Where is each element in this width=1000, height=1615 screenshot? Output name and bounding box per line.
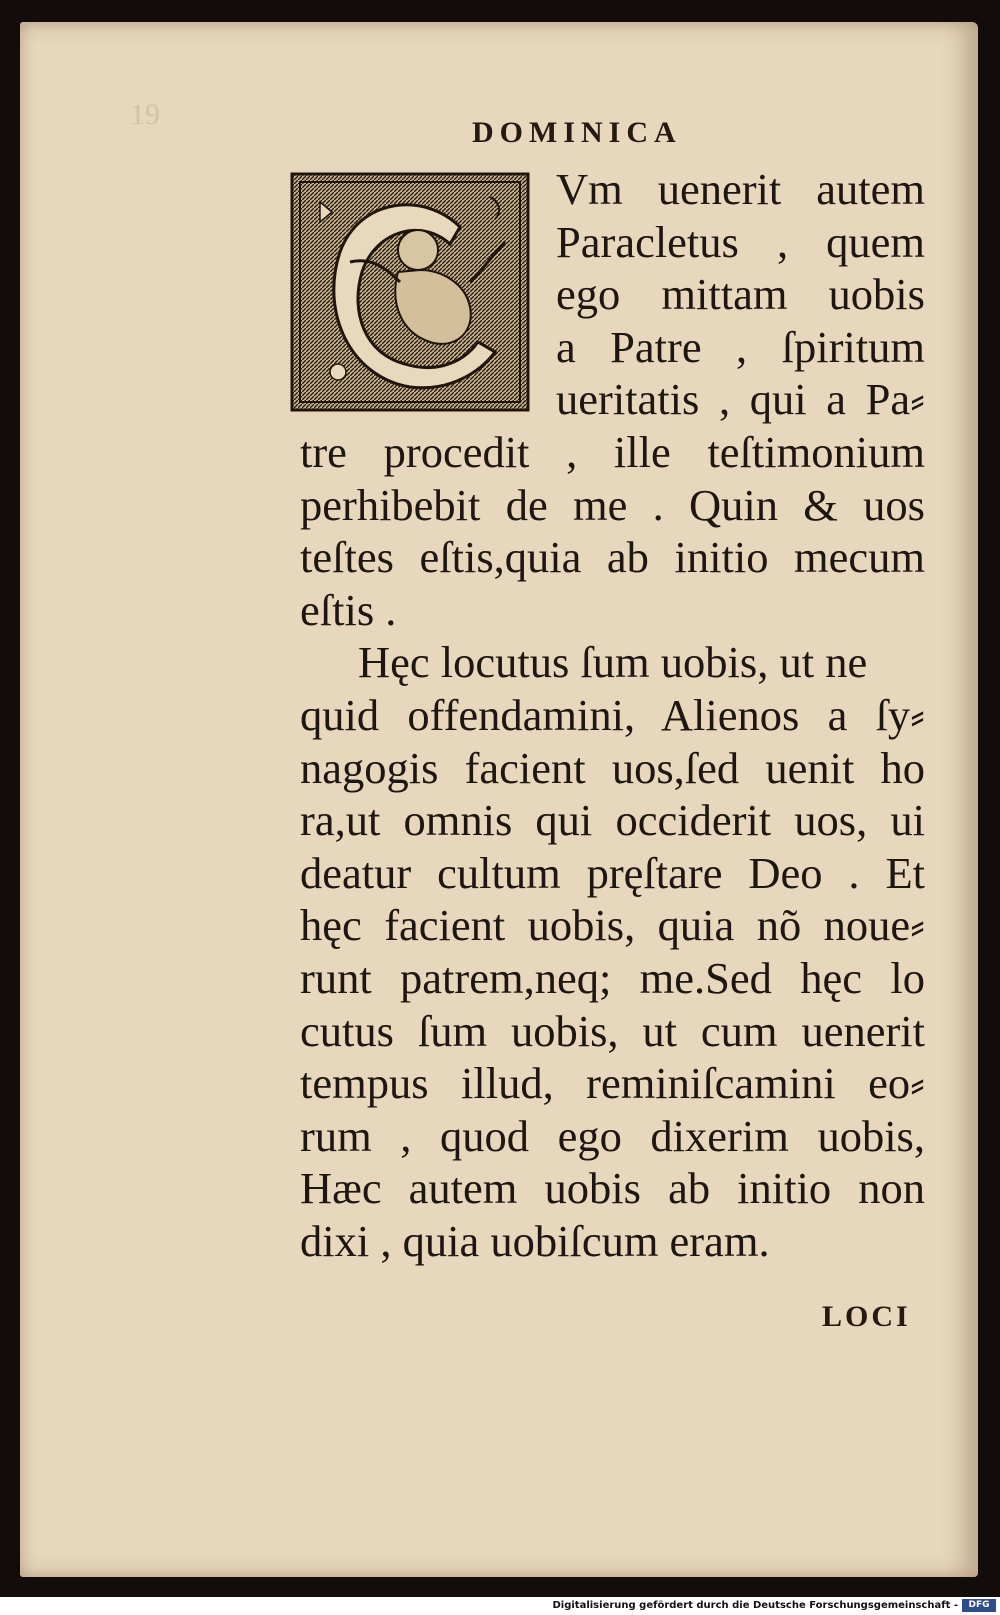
text-line (300, 373, 925, 426)
text-line-content: nagogis facient uos,ſed uenit ho (300, 742, 925, 793)
catchword: LOCI (822, 1300, 911, 1333)
text-line (300, 1215, 925, 1268)
text-line-content: a Patre , ſpiritum (556, 321, 925, 372)
show-through-mark: 19 (130, 98, 160, 131)
text-line-content: ego mittam uobis (556, 269, 925, 320)
text-line (300, 742, 925, 795)
text-line (300, 321, 925, 374)
text-line-content: hęc facient uobis, quia nõ noue⸗ (300, 900, 925, 951)
text-line-content: tre procedit , ille teſtimonium (300, 426, 925, 477)
text-line (300, 952, 925, 1005)
text-line-content: Hæc autem uobis ab initio non (300, 1163, 925, 1214)
text-line-content: deatur cultum pręſtare Deo . Et (300, 847, 925, 898)
text-line-content: tempus illud, reminiſcamini eo⸗ (300, 1058, 925, 1109)
text-line (300, 899, 925, 952)
text-line-content: eſtis . (300, 584, 397, 635)
text-line (300, 689, 925, 742)
text-line (300, 1005, 925, 1058)
text-line-content: Vm uenerit autem (556, 164, 925, 214)
text-line-content: dixi , quia uobiſcum eram. (300, 1215, 770, 1266)
text-line (300, 584, 925, 637)
text-line (300, 531, 925, 584)
text-line (300, 1162, 925, 1215)
text-line-content: Paracletus , quem (556, 216, 925, 267)
text-line (300, 1057, 925, 1110)
text-line (300, 479, 925, 532)
text-line-content: quid offendamini, Alienos a ſy⸗ (300, 689, 925, 740)
dfg-logo: DFG (962, 1599, 996, 1612)
text-line (300, 216, 925, 269)
text-line-content: perhibebit de me . Quin & uos (300, 479, 925, 530)
text-line-content: ueritatis , qui a Pa⸗ (556, 374, 925, 425)
text-line-content: runt patrem,neq; me.Sed hęc lo (300, 952, 925, 1003)
text-line-content: cutus ſum uobis, ut cum uenerit (300, 1005, 925, 1056)
text-line (300, 794, 925, 847)
text-line-content: Hęc locutus ſum uobis, ut ne (358, 637, 868, 688)
text-line (300, 163, 925, 216)
funding-credit: Digitalisierung gefördert durch die Deutsche Forschungsgemeinschaft - (552, 1600, 958, 1611)
body-text (300, 163, 925, 1267)
text-line (300, 847, 925, 900)
text-line-content: rum , quod ego dixerim uobis, (300, 1110, 925, 1161)
text-line (300, 636, 925, 689)
text-line (300, 268, 925, 321)
text-line (300, 426, 925, 479)
running-head: DOMINICA (472, 116, 682, 149)
text-line-content: teſtes eſtis,quia ab initio mecum (300, 532, 925, 583)
text-line (300, 1110, 925, 1163)
text-line-content: ra,ut omnis qui occiderit uos, ui (300, 795, 925, 846)
